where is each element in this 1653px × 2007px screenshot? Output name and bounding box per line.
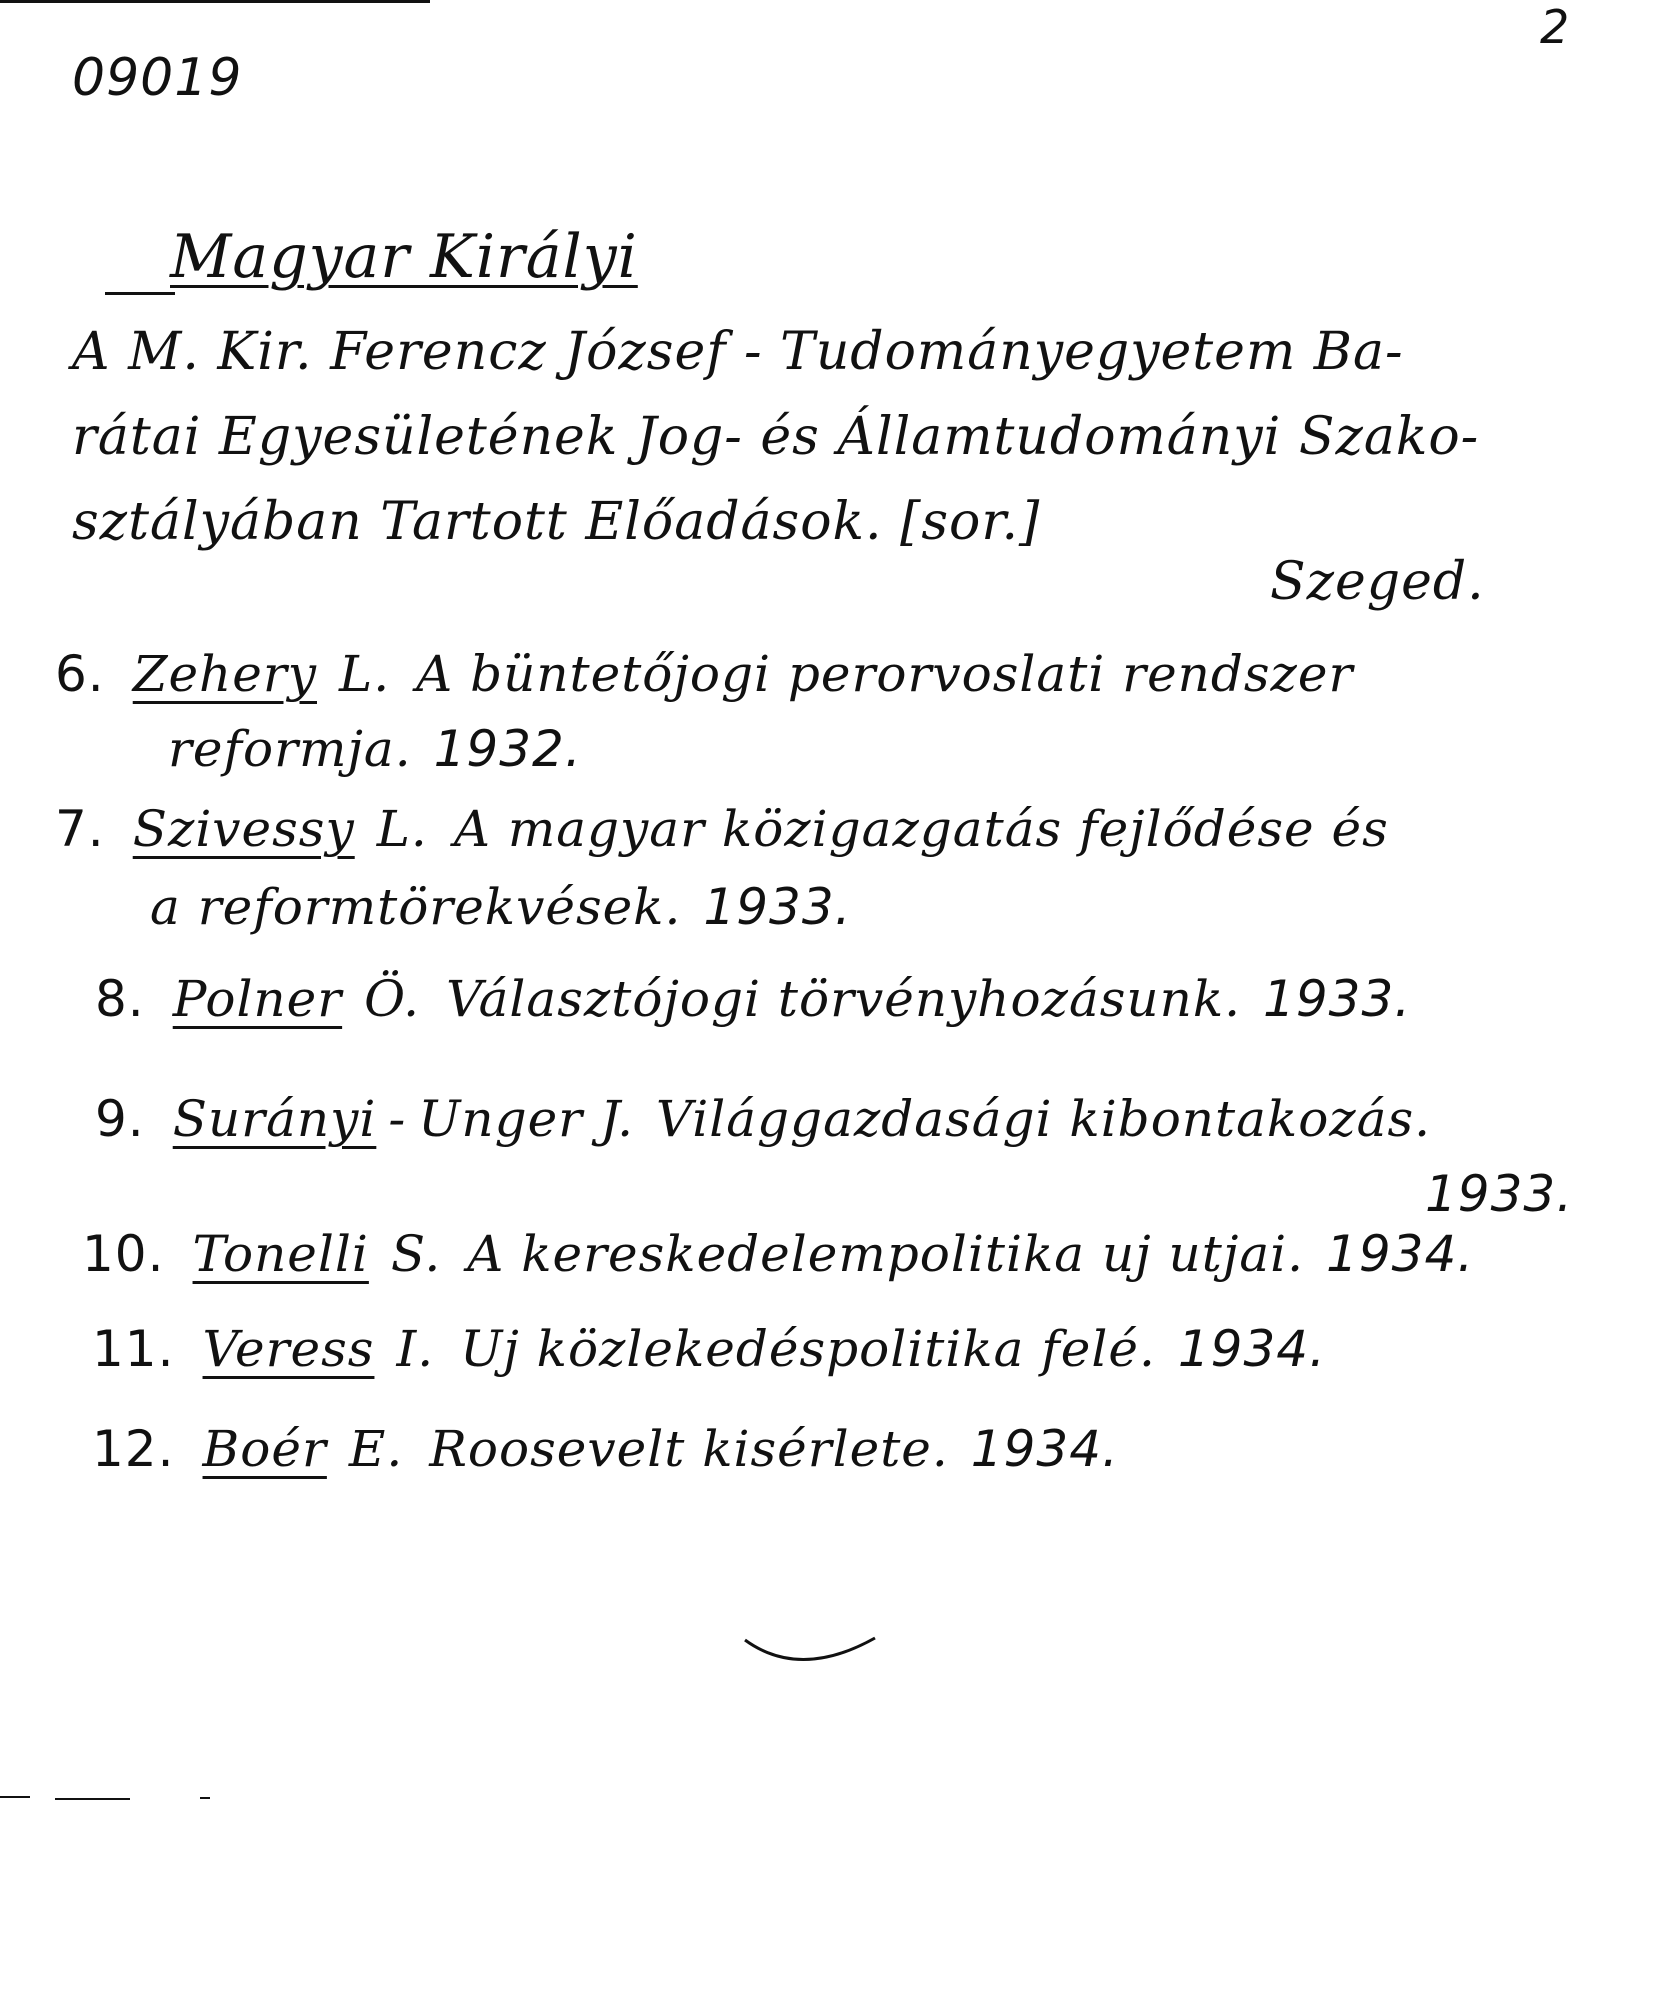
entry-initial: S.: [390, 1225, 442, 1283]
entry-year: 1933.: [1263, 970, 1412, 1028]
place-of-publication: Szeged.: [1270, 552, 1485, 612]
entry-number: 12.: [92, 1420, 175, 1478]
entry-number: 8.: [95, 970, 145, 1028]
entry-initial: Ö.: [364, 970, 421, 1028]
entry-initial: I.: [396, 1320, 435, 1378]
list-item: [92, 1320, 1326, 1378]
entry-year: 1934.: [1177, 1320, 1326, 1378]
top-edge-rule: [0, 0, 430, 3]
list-item: [95, 970, 1411, 1028]
entry-number: 10.: [82, 1225, 165, 1283]
entry-title: A büntetőjogi perorvoslati rendszer: [416, 645, 1354, 703]
series-title-line-2: rátai Egyesületének Jog- és Államtudományi Szako-: [72, 407, 1480, 467]
entry-author: Boér: [202, 1420, 327, 1478]
series-title-line-1: A M. Kir. Ferencz József - Tudományegyetem Ba-: [72, 322, 1404, 382]
list-item: [95, 1090, 1431, 1148]
entry-author: Zehery: [132, 645, 317, 703]
entry-year: 1934.: [970, 1420, 1119, 1478]
entry-title: Uj közlekedéspolitika felé.: [460, 1320, 1156, 1378]
list-item-continuation: [168, 720, 582, 778]
entry-author: Polner: [172, 970, 343, 1028]
entry-year: 1933.: [1425, 1165, 1574, 1223]
series-title-line-3: sztályában Tartott Előadások. [sor.]: [72, 492, 1041, 552]
list-item-continuation: [150, 878, 852, 936]
entry-author: Tonelli: [192, 1225, 369, 1283]
list-item: [55, 800, 1389, 858]
bottom-edge-mark: [0, 1793, 220, 1803]
end-flourish: [740, 1630, 880, 1680]
entry-title-continuation: a reformtörekvések.: [150, 878, 682, 936]
entry-author-separator: -: [388, 1090, 407, 1148]
entry-number: 9.: [95, 1090, 145, 1148]
entry-initial: E.: [348, 1420, 404, 1478]
entry-title: A kereskedelempolitika uj utjai.: [467, 1225, 1305, 1283]
list-item: [55, 645, 1353, 703]
list-item: [92, 1420, 1119, 1478]
entry-author: Surányi: [172, 1090, 377, 1148]
entry-number: 6.: [55, 645, 105, 703]
entry-number: 7.: [55, 800, 105, 858]
entry-year: 1932.: [433, 720, 582, 778]
catalog-number: 09019: [72, 48, 243, 108]
entry-title: Roosevelt kisérlete.: [429, 1420, 949, 1478]
entry-author: Veress: [202, 1320, 375, 1378]
entry-number: 11.: [92, 1320, 175, 1378]
entry-title: A magyar közigazgatás fejlődése és: [453, 800, 1389, 858]
entry-initial: L.: [376, 800, 428, 858]
heading: Magyar Királyi: [170, 222, 638, 292]
entry-title-continuation: reformja.: [168, 720, 412, 778]
page-number: 2: [1540, 0, 1571, 54]
entry-year: 1933.: [703, 878, 852, 936]
entry-author: Szivessy: [132, 800, 355, 858]
entry-title: Választójogi törvényhozásunk.: [446, 970, 1242, 1028]
entry-initial: L.: [339, 645, 391, 703]
heading-lead-rule: [105, 292, 175, 295]
entry-year: 1934.: [1326, 1225, 1475, 1283]
entry-coauthor: Unger J.: [418, 1090, 635, 1148]
list-item: [82, 1225, 1474, 1283]
entry-title: Világgazdasági kibontakozás.: [656, 1090, 1432, 1148]
